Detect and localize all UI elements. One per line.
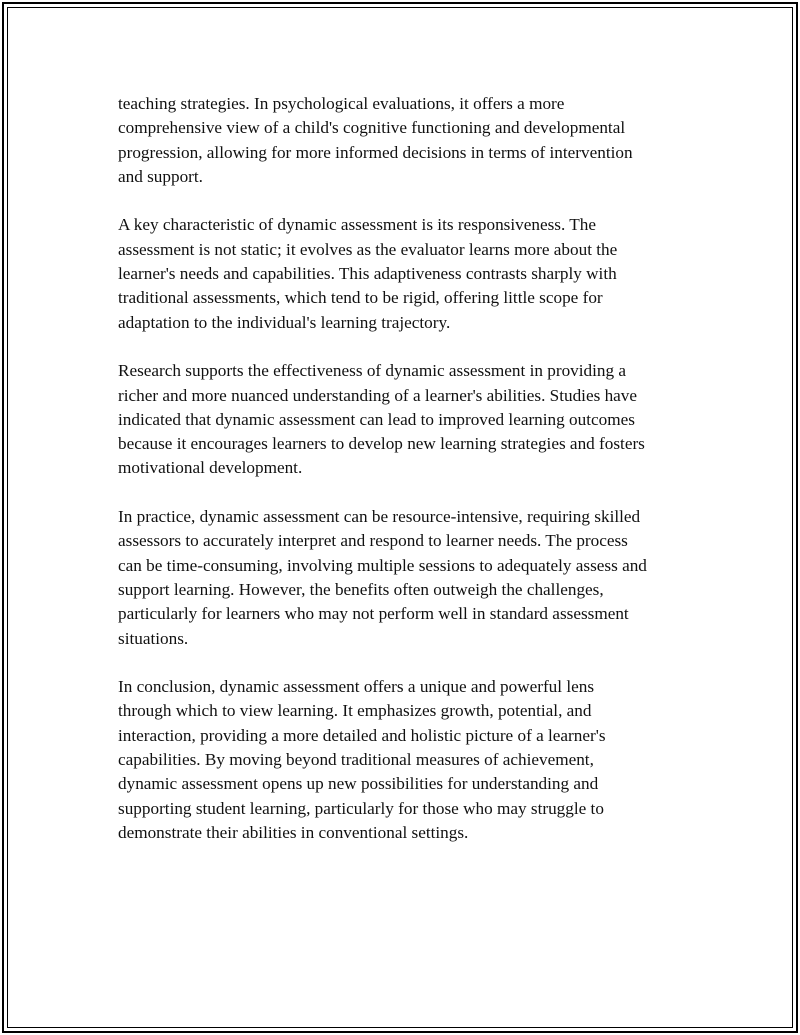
paragraph-teaching-strategies: teaching strategies. In psychological evaluations, it offers a more comprehensive view of a child's cognitive functioning and developmental progression, allowing for more informed decisions in terms of intervention and support.	[118, 94, 633, 186]
document-body	[118, 92, 698, 870]
paragraph-research: Research supports the effectiveness of dynamic assessment in providing a richer and more nuanced understanding of a learner's abilities. Studies have indicated that dynamic assessment can lead to improved learning outcomes because it encourages learners to develop new learning strategies and fosters motivational development.	[118, 361, 645, 478]
paragraph-responsiveness: A key characteristic of dynamic assessment is its responsiveness. The assessment is not static; it evolves as the evaluator learns more about the learner's needs and capabilities. This adaptiveness contrasts sharply with traditional assessments, which tend to be rigid, offering little scope for adaptation to the individual's learning trajectory.	[118, 215, 618, 332]
paragraph-conclusion: In conclusion, dynamic assessment offers a unique and powerful lens through which to view learning. It emphasizes growth, potential, and interaction, providing a more detailed and holistic picture of a learner's capabilities. By moving beyond traditional measures of achievement, dynamic assessment opens up new possibilities for understanding and supporting student learning, particularly for those who may struggle to demonstrate their abilities in conventional settings.	[118, 677, 606, 842]
paragraph-practice: In practice, dynamic assessment can be resource-intensive, requiring skilled assessors to accurately interpret and respond to learner needs. The process can be time-consuming, involving multiple sessions to adequately assess and support learning. However, the benefits often outweigh the challenges, particularly for learners who may not perform well in standard assessment situations.	[118, 507, 647, 648]
